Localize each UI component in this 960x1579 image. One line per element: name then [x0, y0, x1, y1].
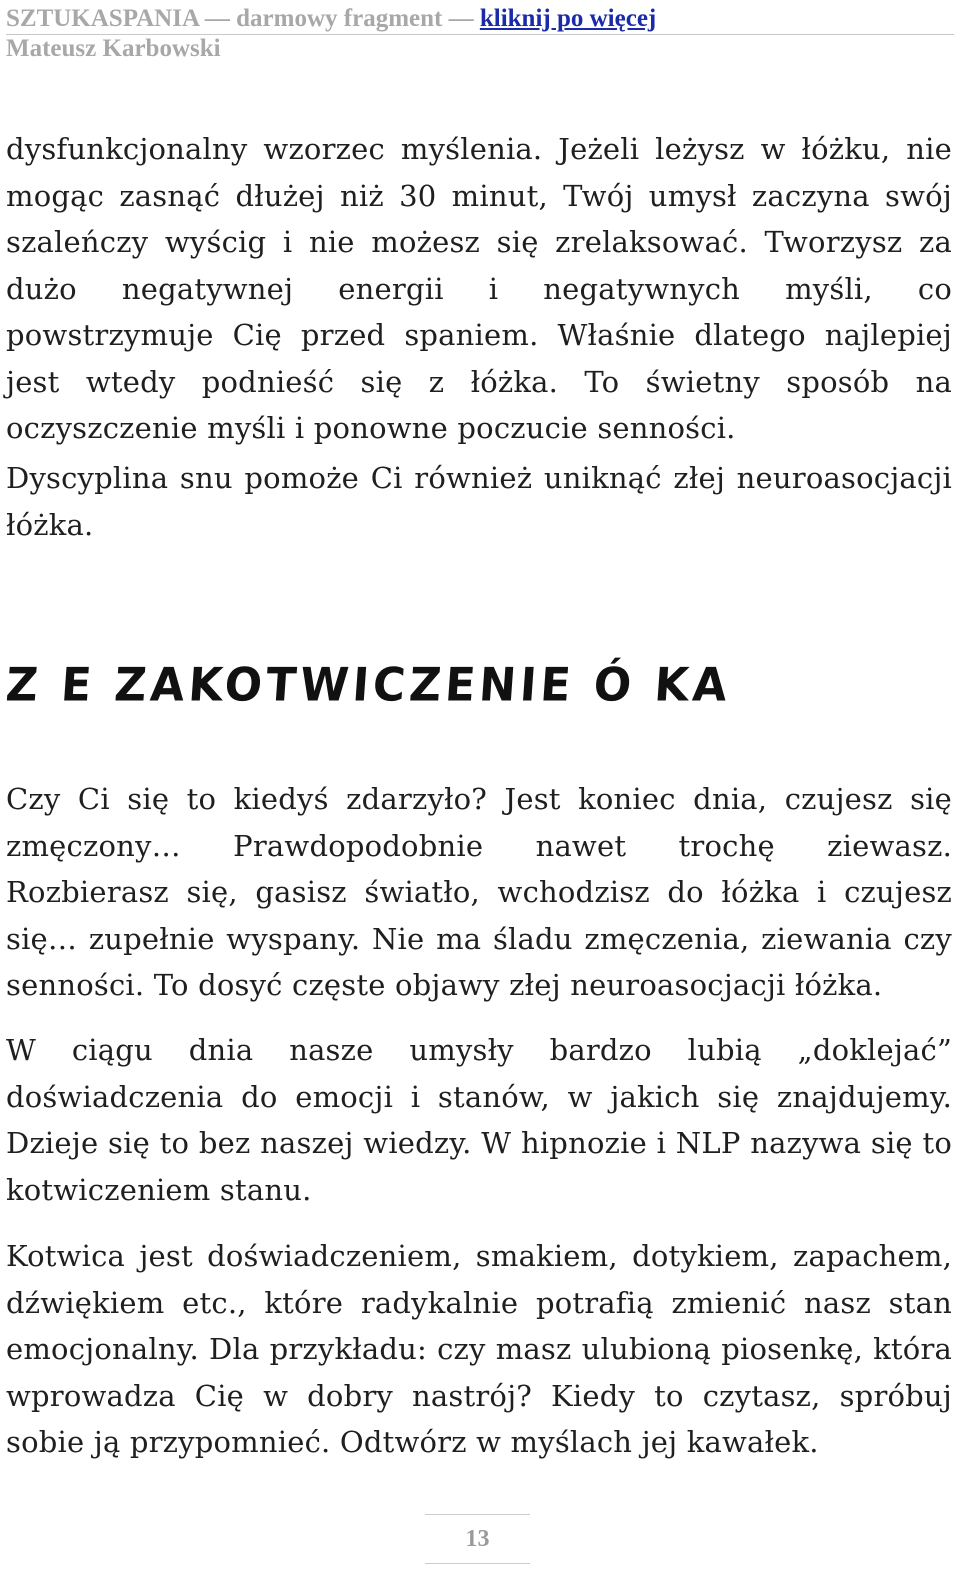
header-title-line [6, 4, 954, 34]
section-heading: Z E ZAKOTWICZENIE Ó KA [4, 658, 733, 713]
page-header [6, 4, 954, 62]
body-paragraph: Kotwica jest doświadczeniem, smakiem, dotykiem, zapachem, dźwiękiem etc., które radykalnie potrafią zmienić nasz stan emocjonalny. Dla przykładu: czy masz ulubioną piosenkę, która wprowadza Cię w dobry nastrój? Kiedy to czytasz, spróbuj sobie ją przypomnieć. Odtwórz w myślach jej kawałek. [6, 1239, 952, 1459]
body-paragraph: Dyscyplina snu pomoże Ci również uniknąć złej neuroasocjacji łóżka. [6, 461, 952, 542]
fragment-label: darmowy fragment [236, 5, 443, 32]
body-paragraph: W ciągu dnia nasze umysły bardzo lubią „doklejać” doświadczenia do emocji i stanów, w jakich się znajdujemy. Dzieje się to bez naszej wiedzy. W hipnozie i NLP nazywa się to kotwiczeniem stanu. [6, 1033, 952, 1207]
header-separator: — [198, 5, 237, 32]
intro-block [6, 126, 952, 548]
header-separator: — [442, 5, 480, 32]
body-paragraph: dysfunkcjonalny wzorzec myślenia. Jeżeli leżysz w łóżku, nie mogąc zasnąć dłużej niż 30 minut, Twój umysł zaczyna swój szaleńczy wyścig i nie możesz się zrelaksować. Tworzysz za dużo negatywnej energii i negatywnych myśli, co powstrzymuje Cię przed spaniem. Właśnie dlatego najlepiej jest wtedy podnieść się z łóżka. To świetny sposób na oczyszczenie myśli i ponowne poczucie senności. [6, 132, 952, 445]
page-number: 13 [425, 1514, 530, 1564]
more-link[interactable]: kliknij po więcej [479, 5, 657, 32]
body-paragraph: Czy Ci się to kiedyś zdarzyło? Jest koniec dnia, czujesz się zmęczony… Prawdopodobnie nawet trochę ziewasz. Rozbierasz się, gasisz światło, wchodzisz do łóżka i czujesz się… zupełnie wyspany. Nie ma śladu zmęczenia, ziewania czy senności. To dosyć częste objawy złej neuroasocjacji łóżka. [6, 782, 952, 1002]
book-title: SZTUKASPANIA [6, 5, 199, 32]
author-name: Mateusz Karbowski [6, 35, 221, 62]
section-block [6, 776, 952, 1466]
